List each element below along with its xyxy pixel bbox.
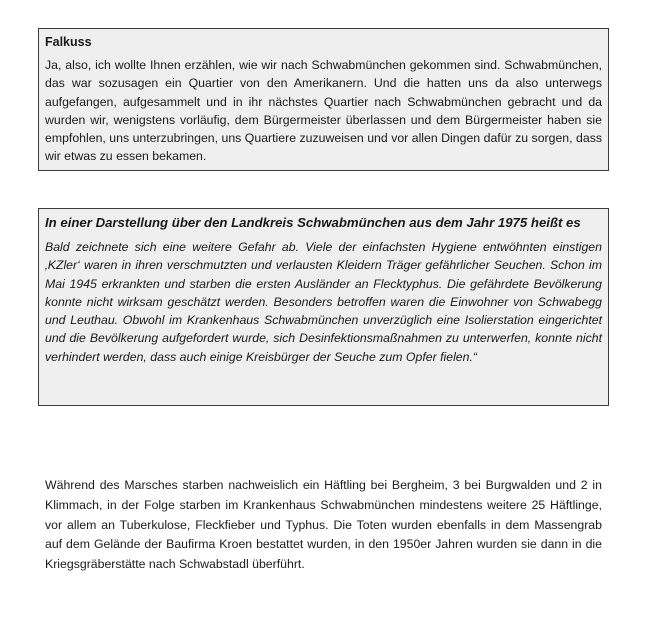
body-paragraph: Während des Marsches starben nachweislich ein Häftling bei Bergheim, 3 bei Burgwalden und 2 in Klimmach, in der Folge starben im Krankenhaus Schwabmünchen mindestens weitere 25 Häftlinge, vor allem an Tuberkulose, Fleckfieber und Typhus. Die Toten wurden ebenfalls in dem Massengrab auf dem Gelände der Baufirma Kroen bestattet wurden, in den 1950er Jahren wurden sie dann in die Kriegsgräberstätte nach Schwabstadl überführt. bbox=[45, 478, 602, 572]
quote-box-text: Ja, also, ich wollte Ihnen erzählen, wie wir nach Schwabmünchen gekommen sind. Schwabmünchen, das war sozusagen ein Quartier von den Amerikanern. Und die hatten uns da also unterwegs aufgefangen, aufgesammelt und in ihr nächstes Quartier nach Schwabmünchen gebracht und da wurden wir, wenigstens vorläufig, dem Bürgermeister überlassen und dem Bürgermeister haben sie empfohlen, uns unterzubringen, uns Quartiere zuzuweisen und vor allen Dingen dafür zu sorgen, dass wir etwas zu essen bekamen. bbox=[45, 58, 602, 164]
quote-box-title: Falkuss bbox=[45, 35, 92, 49]
quote-box-title: In einer Darstellung über den Landkreis Schwabmünchen aus dem Jahr 1975 heißt es bbox=[45, 215, 581, 230]
quote-box-landkreis-1975 bbox=[38, 208, 609, 406]
quote-box-text: Bald zeichnete sich eine weitere Gefahr ab. Viele der einfachsten Hygiene entwöhnten einstigen ‚KZler‘ waren in ihren verschmutzten und verlausten Kleidern Träger gefährlicher Seuchen. Schon im Mai 1945 erkrankten und starben die ersten Ausländer an Flecktyphus. Die gefährdete Bevölkerung konnte nicht wirksam geschätzt werden. Besonders betroffen waren die Einwohner von Schwabegg und Leuthau. Obwohl im Krankenhaus Schwabmünchen unverzüglich eine Isolierstation eingerichtet und die Bevölkerung aufgefordert wurde, sich Desinfektionsmaßnahmen zu unterwerfen, konnte nicht verhindert werden, dass auch einige Kreisbürger der Seuche zum Opfer fielen.“ bbox=[45, 240, 602, 364]
quote-box-falkuss bbox=[38, 28, 609, 171]
